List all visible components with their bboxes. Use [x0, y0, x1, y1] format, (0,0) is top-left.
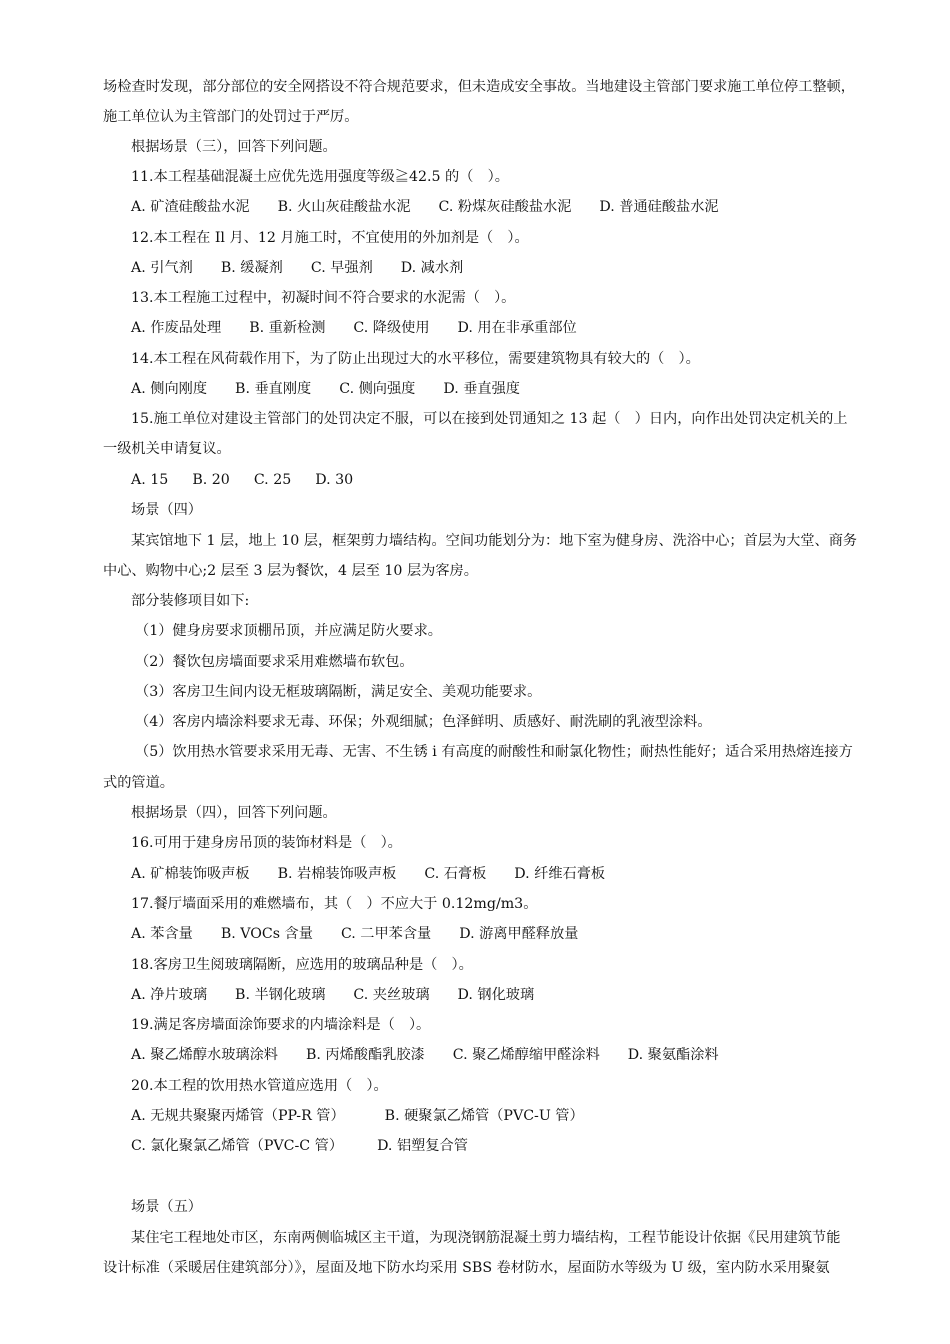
option-a: A. 侧向刚度 [131, 381, 208, 397]
option-d: D. 聚氨酯涂料 [627, 1047, 719, 1063]
option-a: A. 15 [131, 472, 169, 488]
option-a: A. 引气剂 [131, 260, 193, 276]
options-q11 [131, 197, 891, 217]
option-d: D. 普通硅酸盐水泥 [599, 199, 719, 215]
option-b: B. 岩棉装饰吸声板 [277, 866, 397, 882]
options-q15 [131, 470, 891, 490]
options-q19 [131, 1045, 891, 1065]
paragraph-line: 中心、购物中心;2 层至 3 层为餐饮，4 层至 10 层为客房。 [103, 563, 478, 579]
option-d: D. 30 [315, 472, 354, 488]
option-b: B. 火山灰硅酸盐水泥 [277, 199, 411, 215]
question-12: 12.本工程在 Il 月、12 月施工时，不宜使用的外加剂是（ ）。 [131, 230, 529, 246]
question-20: 20.本工程的饮用热水管道应选用（ ）。 [131, 1078, 388, 1094]
option-d: D. 游离甲醛释放量 [459, 926, 579, 942]
question-13: 13.本工程施工过程中，初凝时间不符合要求的水泥需（ ）。 [131, 290, 516, 306]
option-c: C. 25 [253, 472, 292, 488]
option-b: B. 半钢化玻璃 [235, 987, 326, 1003]
question-15: 15.施工单位对建设主管部门的处罚决定不服，可以在接到处罚通知之 13 起（ ）日内，向作出处罚决定机关的上 [131, 411, 848, 427]
option-a: A. 作废品处理 [131, 320, 222, 336]
options-q16 [131, 864, 891, 884]
paragraph-line: 某住宅工程地处市区，东南两侧临城区主干道，为现浇钢筋混凝土剪力墙结构，工程节能设计依据《民用建筑节能 [131, 1230, 841, 1246]
paragraph-line: 施工单位认为主管部门的处罚过于严厉。 [103, 109, 359, 125]
list-item: （1）健身房要求顶棚吊顶，并应满足防火要求。 [135, 623, 442, 639]
option-c: C. 侧向强度 [339, 381, 416, 397]
option-d: D. 减水剂 [400, 260, 464, 276]
paragraph-line: 设计标准（采暖居住建筑部分）》，屋面及地下防水均采用 SBS 卷材防水，屋面防水等级为 U 级，室内防水采用聚氨 [103, 1260, 830, 1276]
options-q18 [131, 985, 891, 1005]
question-18: 18.客房卫生阅玻璃隔断，应选用的玻璃品种是（ ）。 [131, 957, 473, 973]
option-b: B. VOCs 含量 [220, 926, 313, 942]
question-15-cont: 一级机关申请复议。 [103, 441, 231, 457]
question-14: 14.本工程在风荷载作用下，为了防止出现过大的水平移位，需要建筑物具有较大的（ ）。 [131, 351, 700, 367]
option-c: C. 氯化聚氯乙烯管（PVC-C 管） [131, 1138, 344, 1154]
option-c: C. 聚乙烯醇缩甲醛涂料 [452, 1047, 600, 1063]
option-c: C. 夹丝玻璃 [353, 987, 430, 1003]
list-item: （4）客房内墙涂料要求无毒、环保；外观细腻；色泽鲜明、质感好、耐洗刷的乳液型涂料。 [135, 714, 712, 730]
question-17: 17.餐厅墙面采用的难燃墙布，其（ ）不应大于 0.12mg/m3。 [131, 896, 538, 912]
option-d: D. 用在非承重部位 [457, 320, 577, 336]
option-b: B. 重新检测 [249, 320, 326, 336]
option-d: D. 铝塑复合管 [377, 1138, 468, 1154]
option-a: A. 无规共聚聚丙烯管（PP-R 管） [131, 1108, 345, 1124]
option-a: A. 矿棉装饰吸声板 [131, 866, 250, 882]
option-d: D. 钢化玻璃 [457, 987, 535, 1003]
paragraph-line: 场检查时发现，部分部位的安全网搭设不符合规范要求，但未造成安全事故。当地建设主管部门要求施工单位停工整顿， [103, 79, 855, 95]
option-d: D. 纤维石膏板 [514, 866, 606, 882]
options-q20-row2 [131, 1136, 891, 1156]
option-c: C. 石膏板 [424, 866, 487, 882]
option-a: A. 矿渣硅酸盐水泥 [131, 199, 250, 215]
list-item: （2）餐饮包房墙面要求采用难燃墙布软包。 [135, 654, 414, 670]
option-d: D. 垂直强度 [443, 381, 520, 397]
options-q20-row1 [131, 1106, 891, 1126]
option-a: A. 苯含量 [131, 926, 193, 942]
scenario-heading: 场景（五） [131, 1199, 202, 1215]
list-item-cont: 式的管道。 [103, 775, 174, 791]
option-b: B. 缓凝剂 [220, 260, 283, 276]
scenario-heading: 场景（四） [131, 502, 202, 518]
options-q12 [131, 258, 891, 278]
option-b: B. 硬聚氯乙烯管（PVC-U 管） [384, 1108, 584, 1124]
option-a: A. 聚乙烯醇水玻璃涂料 [131, 1047, 278, 1063]
list-item: （5）饮用热水管要求采用无毒、无害、不生锈 i 有高度的耐酸性和耐氯化物性；耐热性能好；适合采用热熔连接方 [135, 744, 853, 760]
section-prompt: 根据场景（三），回答下列问题。 [131, 139, 337, 155]
option-a: A. 净片玻璃 [131, 987, 208, 1003]
option-c: C. 降级使用 [353, 320, 430, 336]
options-q14 [131, 379, 891, 399]
option-c: C. 早强剂 [310, 260, 373, 276]
section-prompt: 根据场景（四），回答下列问题。 [131, 805, 337, 821]
option-b: B. 20 [192, 472, 230, 488]
question-19: 19.满足客房墙面涂饰要求的内墙涂料是（ ）。 [131, 1017, 431, 1033]
list-item: （3）客房卫生间内设无框玻璃隔断，满足安全、美观功能要求。 [135, 684, 542, 700]
option-b: B. 丙烯酸酯乳胶漆 [305, 1047, 425, 1063]
paragraph-line: 某宾馆地下 1 层，地上 10 层，框架剪力墙结构。空间功能划分为：地下室为健身房、洗浴中心；首层为大堂、商务 [131, 533, 858, 549]
option-c: C. 粉煤灰硅酸盐水泥 [438, 199, 572, 215]
option-c: C. 二甲苯含量 [340, 926, 432, 942]
question-11: 11.本工程基础混凝土应优先选用强度等级≧42.5 的（ ）。 [131, 169, 509, 185]
options-q17 [131, 924, 891, 944]
paragraph-line: 部分装修项目如下: [131, 593, 250, 609]
options-q13 [131, 318, 891, 338]
question-16: 16.可用于建身房吊顶的装饰材料是（ ）。 [131, 835, 402, 851]
option-b: B. 垂直刚度 [235, 381, 312, 397]
